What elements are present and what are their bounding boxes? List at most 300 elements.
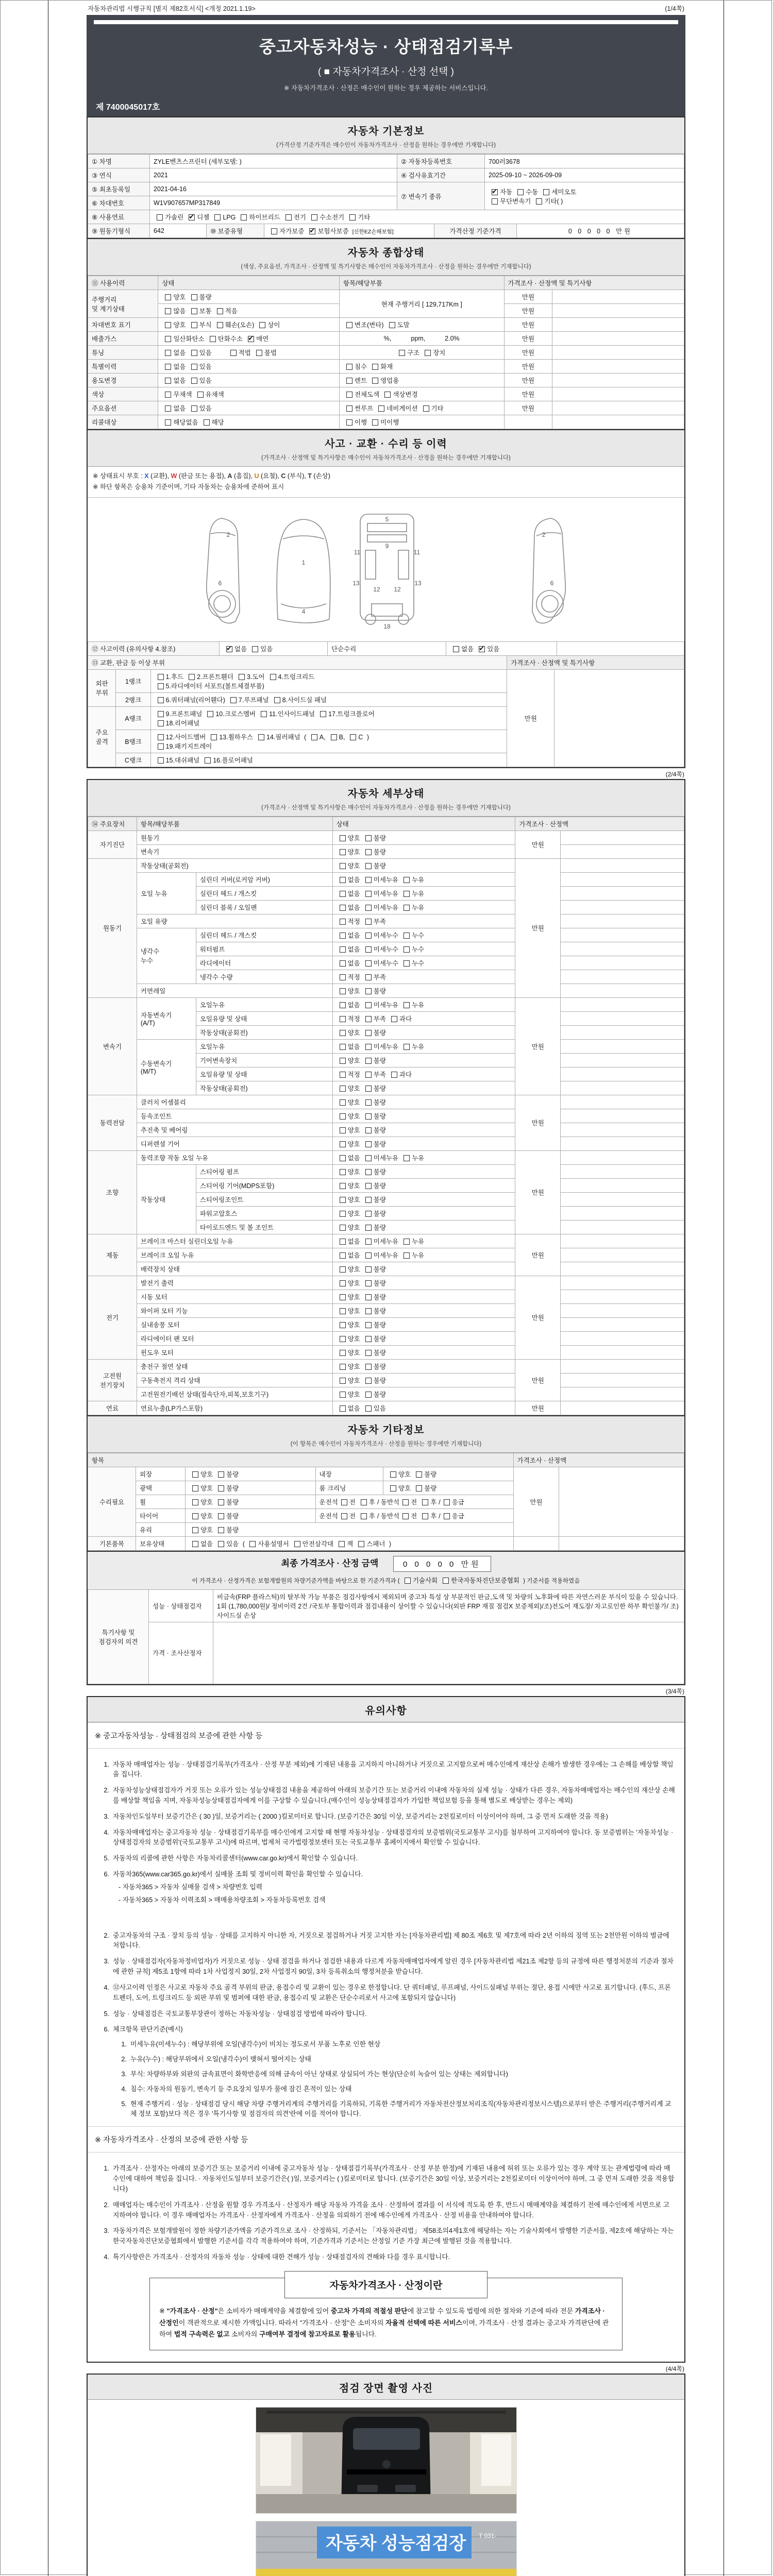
checkbox-box[interactable] <box>365 946 372 953</box>
checkbox-box[interactable] <box>346 322 352 328</box>
checkbox-box[interactable] <box>320 711 326 717</box>
checkbox-도말[interactable] <box>386 320 410 329</box>
checkbox-스패너[interactable] <box>355 1539 385 1548</box>
checkbox-양호[interactable] <box>337 861 360 870</box>
checkbox-있음[interactable] <box>476 644 499 653</box>
checkbox-box[interactable] <box>365 1197 372 1203</box>
checkbox-없음[interactable] <box>450 644 474 653</box>
checkbox-있음[interactable] <box>249 644 273 653</box>
checkbox-과다[interactable] <box>388 1014 412 1023</box>
checkbox-box[interactable] <box>340 1336 346 1342</box>
checkbox-미세누수[interactable] <box>362 958 398 968</box>
checkbox-18.리어패널[interactable] <box>155 718 200 727</box>
checkbox-불량[interactable] <box>362 1125 386 1134</box>
checkbox-수소전기[interactable] <box>308 212 344 222</box>
checkbox-누유[interactable] <box>400 903 424 912</box>
checkbox-불량[interactable] <box>362 1348 386 1357</box>
checkbox-box[interactable] <box>340 1308 346 1314</box>
checkbox-box[interactable] <box>372 364 378 370</box>
checkbox-box[interactable] <box>218 1513 224 1519</box>
checkbox-11.인사이드패널[interactable] <box>258 709 315 718</box>
checkbox-box[interactable] <box>340 946 346 953</box>
checkbox-적정[interactable] <box>337 972 360 981</box>
checkbox-있음[interactable] <box>215 1539 239 1548</box>
checkbox-box[interactable] <box>248 336 254 342</box>
checkbox-불량[interactable] <box>362 1223 386 1232</box>
checkbox-box[interactable] <box>340 835 346 841</box>
checkbox-안전삼각대[interactable] <box>291 1539 333 1548</box>
checkbox-box[interactable] <box>340 988 346 994</box>
checkbox-box[interactable] <box>365 1350 372 1356</box>
checkbox-양호[interactable] <box>189 1483 213 1493</box>
checkbox-box[interactable] <box>158 683 164 689</box>
checkbox-8.사이드실 패널[interactable] <box>271 695 327 704</box>
checkbox-미세누유[interactable] <box>362 1042 398 1051</box>
checkbox-기타[interactable] <box>346 212 370 222</box>
checkbox-불량[interactable] <box>362 1376 386 1385</box>
checkbox-양호[interactable] <box>189 1511 213 1520</box>
checkbox-양호[interactable] <box>337 1292 360 1301</box>
checkbox-불량[interactable] <box>362 1097 386 1107</box>
checkbox-box[interactable] <box>261 711 267 717</box>
checkbox-6.쿼터패널(리어휀다)[interactable] <box>155 695 225 704</box>
checkbox-box[interactable] <box>404 1044 410 1050</box>
checkbox-미세누유[interactable] <box>362 889 398 898</box>
checkbox-불량[interactable] <box>362 1139 386 1148</box>
checkbox-누유[interactable] <box>400 889 424 898</box>
checkbox-box[interactable] <box>340 1044 346 1050</box>
checkbox-box[interactable] <box>218 1485 224 1492</box>
checkbox-세미오토[interactable] <box>540 187 576 196</box>
checkbox-box[interactable] <box>365 1364 372 1370</box>
checkbox-없음[interactable] <box>189 1539 213 1548</box>
checkbox-box[interactable] <box>361 1513 367 1519</box>
checkbox-부족[interactable] <box>362 917 386 926</box>
checkbox-box[interactable] <box>346 419 352 426</box>
checkbox-box[interactable] <box>416 1471 422 1478</box>
checkbox-양호[interactable] <box>337 1348 360 1357</box>
checkbox-box[interactable] <box>340 1405 346 1412</box>
checkbox-미세누수[interactable] <box>362 944 398 954</box>
checkbox-양호[interactable] <box>189 1469 213 1479</box>
checkbox-19.패키지트레이[interactable] <box>155 741 212 751</box>
checkbox-box[interactable] <box>241 214 247 221</box>
checkbox-box[interactable] <box>191 350 197 356</box>
checkbox-무채색[interactable] <box>162 389 192 399</box>
checkbox-box[interactable] <box>425 350 431 356</box>
checkbox-없음[interactable] <box>223 644 247 653</box>
checkbox-불량[interactable] <box>362 1362 386 1371</box>
checkbox-box[interactable] <box>165 322 171 328</box>
checkbox-양호[interactable] <box>337 986 360 995</box>
checkbox-9.프론트패널[interactable] <box>155 709 203 718</box>
checkbox-box[interactable] <box>226 646 232 652</box>
checkbox-box[interactable] <box>340 1127 346 1133</box>
checkbox-box[interactable] <box>259 322 265 328</box>
checkbox-누유[interactable] <box>400 875 424 884</box>
checkbox-box[interactable] <box>165 419 171 426</box>
checkbox-기타( )[interactable] <box>533 196 563 206</box>
checkbox-box[interactable] <box>158 697 164 703</box>
checkbox-적음[interactable] <box>214 306 238 315</box>
checkbox-box[interactable] <box>346 405 352 412</box>
checkbox-불량[interactable] <box>215 1511 239 1520</box>
checkbox-box[interactable] <box>165 392 171 398</box>
checkbox-box[interactable] <box>189 214 195 221</box>
checkbox-box[interactable] <box>340 1197 346 1203</box>
checkbox-1.후드[interactable] <box>155 672 184 681</box>
checkbox-box[interactable] <box>365 1183 372 1189</box>
checkbox-12.사이드멤버[interactable] <box>155 732 206 741</box>
checkbox-양호[interactable] <box>337 1139 360 1148</box>
checkbox-불량[interactable] <box>362 1167 386 1176</box>
checkbox-box[interactable] <box>404 891 410 897</box>
checkbox-box[interactable] <box>390 1471 396 1478</box>
checkbox-box[interactable] <box>365 1392 372 1398</box>
checkbox-box[interactable] <box>158 757 164 764</box>
checkbox-없음[interactable] <box>337 889 360 898</box>
checkbox-부족[interactable] <box>362 1014 386 1023</box>
checkbox-box[interactable] <box>365 1044 372 1050</box>
checkbox-후[interactable] <box>419 1511 436 1520</box>
checkbox-있음[interactable] <box>362 1403 386 1413</box>
checkbox-box[interactable] <box>192 1499 198 1505</box>
checkbox-box[interactable] <box>517 189 524 195</box>
checkbox-box[interactable] <box>404 1155 410 1161</box>
checkbox-과다[interactable] <box>388 1070 412 1079</box>
checkbox-양호[interactable] <box>337 1181 360 1190</box>
checkbox-box[interactable] <box>365 1030 372 1036</box>
checkbox-불량[interactable] <box>362 1292 386 1301</box>
checkbox-없음[interactable] <box>162 403 186 413</box>
checkbox-불법[interactable] <box>253 348 277 357</box>
checkbox-양호[interactable] <box>337 1320 360 1329</box>
checkbox-box[interactable] <box>258 734 264 740</box>
checkbox-탄화수소[interactable] <box>207 334 243 343</box>
checkbox-box[interactable] <box>365 1141 372 1147</box>
checkbox-불량[interactable] <box>362 1320 386 1329</box>
checkbox-네비게이션[interactable] <box>375 403 417 413</box>
checkbox-box[interactable] <box>339 1541 345 1547</box>
checkbox-매연[interactable] <box>245 334 268 343</box>
checkbox-13.휠하우스[interactable] <box>208 732 253 741</box>
checkbox-일산화탄소[interactable] <box>162 334 204 343</box>
checkbox-양호[interactable] <box>337 1209 360 1218</box>
checkbox-무단변속기[interactable] <box>489 196 531 206</box>
checkbox-box[interactable] <box>311 214 317 221</box>
checkbox-수동[interactable] <box>514 187 538 196</box>
checkbox-box[interactable] <box>402 1513 409 1519</box>
checkbox-기술사회[interactable] <box>401 1575 438 1585</box>
checkbox-box[interactable] <box>270 674 276 680</box>
checkbox-양호[interactable] <box>162 292 186 301</box>
checkbox-없음[interactable] <box>337 1153 360 1162</box>
checkbox-해당[interactable] <box>200 417 224 427</box>
checkbox-box[interactable] <box>207 711 213 717</box>
checkbox-box[interactable] <box>189 674 195 680</box>
checkbox-box[interactable] <box>384 392 391 398</box>
checkbox-양호[interactable] <box>337 1028 360 1037</box>
checkbox-없음[interactable] <box>337 958 360 968</box>
checkbox-box[interactable] <box>365 1266 372 1273</box>
checkbox-box[interactable] <box>405 1578 411 1584</box>
checkbox-box[interactable] <box>191 405 197 412</box>
checkbox-없음[interactable] <box>337 1236 360 1246</box>
checkbox-box[interactable] <box>423 405 429 412</box>
checkbox-4.트렁크리드[interactable] <box>267 672 315 681</box>
checkbox-box[interactable] <box>271 228 277 234</box>
checkbox-box[interactable] <box>191 378 197 384</box>
checkbox-box[interactable] <box>340 1183 346 1189</box>
checkbox-누수[interactable] <box>400 944 424 954</box>
checkbox-C[interactable] <box>347 734 363 741</box>
checkbox-box[interactable] <box>311 734 317 740</box>
checkbox-box[interactable] <box>165 336 171 342</box>
checkbox-box[interactable] <box>365 919 372 925</box>
checkbox-불량[interactable] <box>362 1389 386 1399</box>
checkbox-box[interactable] <box>340 1113 346 1120</box>
checkbox-불량[interactable] <box>362 1083 386 1093</box>
checkbox-자가보증[interactable] <box>268 226 304 235</box>
checkbox-양호[interactable] <box>337 1125 360 1134</box>
checkbox-box[interactable] <box>157 214 163 221</box>
checkbox-box[interactable] <box>361 1499 367 1505</box>
checkbox-보통[interactable] <box>188 306 212 315</box>
checkbox-불량[interactable] <box>362 861 386 870</box>
checkbox-box[interactable] <box>340 919 346 925</box>
checkbox-14.필러패널[interactable] <box>255 732 300 741</box>
checkbox-침수[interactable] <box>343 362 367 371</box>
checkbox-가솔린[interactable] <box>154 212 183 222</box>
checkbox-box[interactable] <box>340 933 346 939</box>
checkbox-box[interactable] <box>191 322 197 328</box>
checkbox-없음[interactable] <box>337 903 360 912</box>
checkbox-box[interactable] <box>340 1294 346 1300</box>
checkbox-box[interactable] <box>404 1252 410 1259</box>
checkbox-box[interactable] <box>210 336 216 342</box>
checkbox-후[interactable] <box>358 1511 375 1520</box>
checkbox-box[interactable] <box>192 1513 198 1519</box>
checkbox-영업용[interactable] <box>369 376 399 385</box>
checkbox-불량[interactable] <box>362 1111 386 1121</box>
checkbox-불량[interactable] <box>362 1264 386 1274</box>
checkbox-불량[interactable] <box>362 1278 386 1287</box>
checkbox-box[interactable] <box>191 364 197 370</box>
checkbox-유채색[interactable] <box>194 389 224 399</box>
checkbox-box[interactable] <box>346 392 352 398</box>
checkbox-box[interactable] <box>340 1016 346 1022</box>
checkbox-box[interactable] <box>341 1499 347 1505</box>
checkbox-box[interactable] <box>365 849 372 855</box>
checkbox-box[interactable] <box>205 757 211 764</box>
checkbox-누유[interactable] <box>400 1236 424 1246</box>
checkbox-디젤[interactable] <box>186 212 209 222</box>
checkbox-box[interactable] <box>252 646 258 652</box>
checkbox-box[interactable] <box>365 1127 372 1133</box>
checkbox-box[interactable] <box>365 988 372 994</box>
checkbox-box[interactable] <box>218 1527 224 1533</box>
checkbox-box[interactable] <box>443 1578 449 1584</box>
checkbox-기타[interactable] <box>420 403 444 413</box>
checkbox-전[interactable] <box>399 1511 417 1520</box>
checkbox-3.도어[interactable] <box>236 672 265 681</box>
checkbox-누유[interactable] <box>400 1042 424 1051</box>
checkbox-box[interactable] <box>365 1225 372 1231</box>
checkbox-box[interactable] <box>340 1322 346 1328</box>
checkbox-전[interactable] <box>338 1497 356 1506</box>
checkbox-box[interactable] <box>346 378 352 384</box>
checkbox-box[interactable] <box>340 1141 346 1147</box>
checkbox-양호[interactable] <box>337 1264 360 1274</box>
checkbox-전[interactable] <box>338 1511 356 1520</box>
checkbox-변조(변타)[interactable] <box>343 320 384 329</box>
checkbox-box[interactable] <box>340 863 346 869</box>
checkbox-양호[interactable] <box>337 1195 360 1204</box>
checkbox-box[interactable] <box>340 974 346 980</box>
checkbox-양호[interactable] <box>337 847 360 856</box>
checkbox-후[interactable] <box>419 1497 436 1506</box>
checkbox-양호[interactable] <box>337 1097 360 1107</box>
checkbox-box[interactable] <box>211 734 217 740</box>
checkbox-응급[interactable] <box>441 1511 464 1520</box>
checkbox-box[interactable] <box>218 1541 224 1547</box>
checkbox-보험사보증[interactable] <box>306 226 348 235</box>
checkbox-없음[interactable] <box>337 875 360 884</box>
checkbox-box[interactable] <box>340 1211 346 1217</box>
checkbox-불량[interactable] <box>362 1056 386 1065</box>
checkbox-양호[interactable] <box>337 1334 360 1343</box>
checkbox-box[interactable] <box>340 1252 346 1259</box>
checkbox-양호[interactable] <box>337 1278 360 1287</box>
checkbox-box[interactable] <box>404 905 410 911</box>
checkbox-box[interactable] <box>197 392 204 398</box>
checkbox-box[interactable] <box>365 1239 372 1245</box>
checkbox-box[interactable] <box>331 734 337 740</box>
checkbox-적법[interactable] <box>227 348 251 357</box>
checkbox-있음[interactable] <box>188 376 212 385</box>
checkbox-box[interactable] <box>340 1280 346 1286</box>
checkbox-7.루프패널[interactable] <box>227 695 269 704</box>
checkbox-box[interactable] <box>399 350 405 356</box>
checkbox-box[interactable] <box>165 364 171 370</box>
checkbox-불량[interactable] <box>215 1483 239 1493</box>
checkbox-box[interactable] <box>158 720 164 726</box>
checkbox-box[interactable] <box>365 877 372 883</box>
checkbox-불량[interactable] <box>362 847 386 856</box>
checkbox-box[interactable] <box>365 835 372 841</box>
checkbox-불량[interactable] <box>413 1483 436 1493</box>
checkbox-box[interactable] <box>217 322 223 328</box>
checkbox-해당없음[interactable] <box>162 417 198 427</box>
checkbox-없음[interactable] <box>337 1250 360 1260</box>
checkbox-box[interactable] <box>350 734 356 740</box>
checkbox-없음[interactable] <box>337 1403 360 1413</box>
checkbox-box[interactable] <box>365 1155 372 1161</box>
checkbox-box[interactable] <box>365 1294 372 1300</box>
checkbox-구조[interactable] <box>396 348 419 357</box>
checkbox-불량[interactable] <box>362 1028 386 1037</box>
checkbox-누수[interactable] <box>400 958 424 968</box>
checkbox-미세누유[interactable] <box>362 1236 398 1246</box>
checkbox-있음[interactable] <box>188 403 212 413</box>
checkbox-box[interactable] <box>165 405 171 412</box>
checkbox-box[interactable] <box>390 1485 396 1492</box>
checkbox-box[interactable] <box>158 734 164 740</box>
checkbox-box[interactable] <box>285 214 292 221</box>
checkbox-불량[interactable] <box>362 1306 386 1315</box>
checkbox-box[interactable] <box>192 1485 198 1492</box>
checkbox-미세누유[interactable] <box>362 1250 398 1260</box>
checkbox-17.트렁크플로어[interactable] <box>317 709 375 718</box>
checkbox-없음[interactable] <box>337 944 360 954</box>
checkbox-box[interactable] <box>340 1058 346 1064</box>
checkbox-잭[interactable] <box>335 1539 353 1548</box>
checkbox-없음[interactable] <box>162 376 186 385</box>
checkbox-box[interactable] <box>158 711 164 717</box>
checkbox-box[interactable] <box>365 1252 372 1259</box>
checkbox-box[interactable] <box>340 1030 346 1036</box>
checkbox-box[interactable] <box>416 1485 422 1492</box>
checkbox-box[interactable] <box>340 891 346 897</box>
checkbox-box[interactable] <box>365 863 372 869</box>
checkbox-box[interactable] <box>340 877 346 883</box>
checkbox-불량[interactable] <box>188 292 212 301</box>
checkbox-양호[interactable] <box>189 1497 213 1506</box>
checkbox-양호[interactable] <box>337 1167 360 1176</box>
checkbox-box[interactable] <box>191 294 197 300</box>
checkbox-box[interactable] <box>365 1072 372 1078</box>
checkbox-box[interactable] <box>492 198 498 205</box>
checkbox-box[interactable] <box>543 189 549 195</box>
checkbox-box[interactable] <box>492 189 498 195</box>
checkbox-불량[interactable] <box>362 1334 386 1343</box>
checkbox-있음[interactable] <box>188 362 212 371</box>
checkbox-색상변경[interactable] <box>381 389 417 399</box>
checkbox-미세누유[interactable] <box>362 903 398 912</box>
checkbox-전[interactable] <box>399 1497 417 1506</box>
checkbox-적정[interactable] <box>337 1070 360 1079</box>
checkbox-많음[interactable] <box>162 306 186 315</box>
checkbox-box[interactable] <box>165 350 171 356</box>
checkbox-양호[interactable] <box>162 320 186 329</box>
checkbox-미이행[interactable] <box>369 417 399 427</box>
checkbox-box[interactable] <box>404 933 410 939</box>
checkbox-box[interactable] <box>340 1364 346 1370</box>
checkbox-box[interactable] <box>309 228 315 234</box>
checkbox-불량[interactable] <box>362 1181 386 1190</box>
checkbox-양호[interactable] <box>337 1056 360 1065</box>
checkbox-15.대쉬패널[interactable] <box>155 755 200 765</box>
checkbox-box[interactable] <box>340 960 346 967</box>
checkbox-불량[interactable] <box>362 833 386 842</box>
checkbox-훼손(오손)[interactable] <box>214 320 255 329</box>
checkbox-box[interactable] <box>389 322 395 328</box>
checkbox-box[interactable] <box>365 974 372 980</box>
checkbox-없음[interactable] <box>337 930 360 940</box>
checkbox-box[interactable] <box>365 1378 372 1384</box>
checkbox-미세누수[interactable] <box>362 930 398 940</box>
checkbox-box[interactable] <box>249 1541 256 1547</box>
checkbox-썬루프[interactable] <box>343 403 373 413</box>
checkbox-적정[interactable] <box>337 917 360 926</box>
checkbox-전기[interactable] <box>282 212 306 222</box>
checkbox-미세누유[interactable] <box>362 1153 398 1162</box>
checkbox-box[interactable] <box>346 364 352 370</box>
checkbox-전체도색[interactable] <box>343 389 379 399</box>
checkbox-box[interactable] <box>365 1308 372 1314</box>
checkbox-부족[interactable] <box>362 972 386 981</box>
checkbox-box[interactable] <box>479 646 485 652</box>
